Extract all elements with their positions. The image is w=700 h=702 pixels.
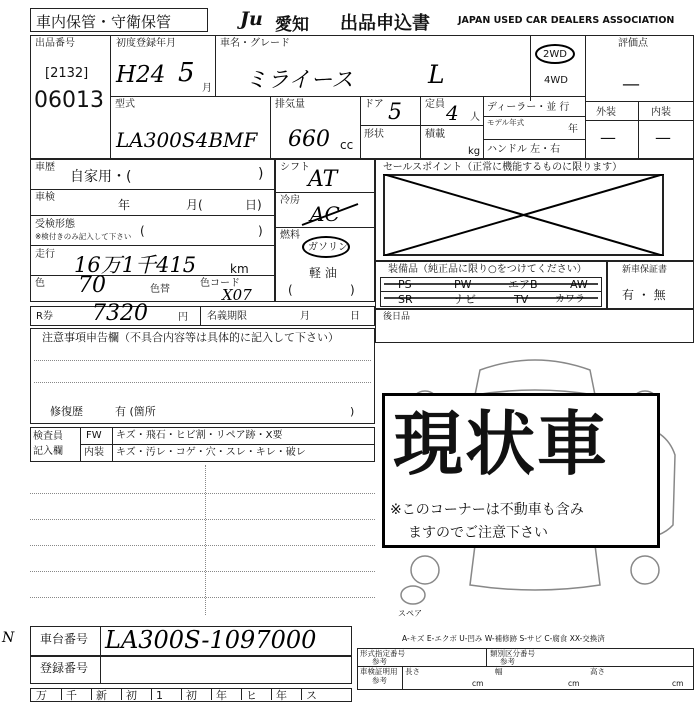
chassis-label: 車台番号 <box>40 632 89 646</box>
cert-class-label: 類別区分番号 <box>490 649 535 658</box>
bottom-row-cell: 新 <box>96 689 107 702</box>
inspection-day: 日) <box>245 198 262 212</box>
stamp-note-2: ますのでご注意下さい <box>408 525 548 541</box>
mileage-label: 走行 <box>35 249 55 260</box>
spare-label: スペア <box>398 609 422 618</box>
shift-label: シフト <box>280 162 310 173</box>
mileage-value: 16万1千415 <box>74 253 197 277</box>
bottom-row-cell: ヒ <box>246 689 257 702</box>
load-label: 積載 <box>425 129 445 140</box>
cert-sub: 車検証明用 <box>360 667 398 676</box>
bottom-row-cell: 1 <box>156 689 163 702</box>
reception-open: ( <box>140 224 145 238</box>
fuel-gasoline: ガソリン <box>308 242 348 253</box>
warranty-label: 新車保証書 <box>622 265 668 275</box>
bottom-row-cell: 初 <box>126 689 137 702</box>
rear-equipment-label: 後日品 <box>383 312 411 322</box>
load-unit: kg <box>468 146 481 157</box>
bottom-row-cell: ス <box>306 689 317 702</box>
interior-inspect-label: 内装 <box>84 447 104 458</box>
color-value: 70 <box>78 273 106 298</box>
cert-length: 長さ <box>405 667 420 676</box>
type-label: 型式 <box>115 99 135 110</box>
damage-legend: A-キズ E-エクボ U-凹み W-補修跡 S-サビ C-腐食 XX-交換済 <box>402 634 605 643</box>
aircon-label: 冷房 <box>280 195 300 206</box>
aircon-strike <box>300 200 370 228</box>
drive-4wd: 4WD <box>544 75 568 86</box>
aircon-value: AC <box>310 202 340 226</box>
first-reg-month-suffix: 月 <box>202 83 212 94</box>
inspection-label: 車検 <box>35 192 55 203</box>
fw-label: FW <box>86 430 102 441</box>
inspector-label-2: 記入欄 <box>33 446 63 457</box>
notes-label: 注意事項申告欄（不具合内容等は具体的に記入して下さい） <box>42 331 339 344</box>
color-code-label: 色コード <box>200 278 240 289</box>
cert-ref: 参考 <box>372 676 387 685</box>
fw-items: キズ・飛石・ヒビ割・リペア跡・X要 <box>116 430 283 441</box>
capacity-label: 定員 <box>425 99 445 110</box>
recycle-label: R券 <box>36 311 53 322</box>
stamp-title: 現状車 <box>393 403 609 485</box>
drive-2wd: 2WD <box>543 49 567 60</box>
spare-tire-icon <box>398 583 428 607</box>
cert-type-sub: 参考 <box>372 657 387 666</box>
cert-width-cm: cm <box>568 679 580 688</box>
displacement-value: 660 <box>288 127 330 152</box>
capacity-value: 4 <box>446 101 459 125</box>
name-change-label: 名義期限 <box>207 311 247 322</box>
reception-close: ) <box>258 224 263 238</box>
equipment-strike <box>380 277 602 307</box>
fuel-diesel: 軽 油 <box>309 266 337 280</box>
history-close: ) <box>258 166 264 182</box>
repair-close: ) <box>350 405 355 418</box>
history-label: 車歴 <box>35 162 55 173</box>
model-name: ミライース <box>245 68 354 93</box>
ju-logo: Ju <box>240 8 263 30</box>
inspection-year: 年 <box>118 198 131 212</box>
cert-width: 幅 <box>495 667 503 676</box>
shift-value: AT <box>308 167 338 192</box>
doors-label: ドア <box>364 99 384 110</box>
selling-points-cross <box>383 174 664 256</box>
inspector-label-1: 検査員 <box>33 431 63 442</box>
type-value: LA300S4BMF <box>116 128 258 152</box>
lot-label: 出品番号 <box>35 38 75 49</box>
org-name: 愛知 <box>275 15 309 35</box>
repair-value: 有 (箇所 <box>115 405 156 418</box>
equipment-pw: PW <box>454 278 472 291</box>
displacement-unit: cc <box>340 138 354 152</box>
exterior-value: — <box>600 128 616 147</box>
recycle-row <box>30 306 375 326</box>
exterior-label: 外装 <box>596 107 616 118</box>
model-year-label: モデル年式 <box>487 118 525 127</box>
cert-type-label: 形式指定番号 <box>360 649 405 658</box>
rating-label: 評価点 <box>618 38 648 49</box>
reception-note: ※検付きのみ記入して下さい <box>35 232 132 241</box>
color-code-value: X07 <box>222 286 252 304</box>
equipment-airbag: エアB <box>508 278 538 291</box>
stamp-note-1: ※このコーナーは不動車も含み <box>390 502 584 518</box>
dealer-parallel-label: ディーラー・並 行 <box>487 102 570 113</box>
cert-height-cm: cm <box>672 679 684 688</box>
mileage-unit: km <box>230 262 249 276</box>
bottom-row-cell: 初 <box>186 689 197 702</box>
steering-label: ハンドル 左・右 <box>487 144 561 155</box>
recycle-value: 7320 <box>92 301 148 326</box>
bottom-row-cell: 万 <box>36 689 47 702</box>
equipment-other: カワラ <box>555 294 585 305</box>
inspection-month: 月( <box>186 198 203 212</box>
cert-height: 高さ <box>590 667 605 676</box>
association-name: JAPAN USED CAR DEALERS ASSOCIATION <box>458 15 675 26</box>
lot-number: 06013 <box>34 88 104 113</box>
chassis-value: LA300S-1097000 <box>105 626 317 654</box>
equipment-label: 装備品（純正品に限り○をつけてください） <box>388 264 587 275</box>
warranty-options: 有 ・ 無 <box>622 288 666 302</box>
history-value: 自家用・( <box>70 169 132 185</box>
first-reg-label: 初度登録年月 <box>116 38 176 49</box>
bottom-row-cell: 千 <box>66 689 77 702</box>
cert-length-cm: cm <box>472 679 484 688</box>
first-reg-era-year: H24 <box>116 62 166 88</box>
fuel-label: 燃料 <box>280 230 300 241</box>
color-label: 色 <box>35 278 45 289</box>
name-change-month: 月 <box>300 311 310 322</box>
equipment-aw: AW <box>570 278 588 291</box>
interior-value: — <box>655 128 671 147</box>
fuel-open: ( <box>288 283 293 297</box>
rating-value: — <box>622 74 640 95</box>
first-reg-month: 5 <box>178 58 195 88</box>
form-title: 出品申込書 <box>340 13 430 34</box>
fuel-close: ) <box>350 283 355 297</box>
reception-label: 受検形態 <box>35 219 75 230</box>
registration-label: 登録番号 <box>40 661 89 675</box>
color-change-label: 色替 <box>150 284 170 295</box>
rear-equipment-box <box>375 309 694 343</box>
equipment-navi: ナビ <box>454 293 476 306</box>
doors-value: 5 <box>388 100 402 125</box>
bottom-row-cell: 年 <box>216 689 227 702</box>
cert-class-sub: 参考 <box>500 657 515 666</box>
name-change-day: 日 <box>350 311 360 322</box>
equipment-sr: SR <box>398 293 413 306</box>
model-label: 車名・グレード <box>220 38 290 49</box>
model-grade: L <box>428 60 445 89</box>
selling-points-label: セールスポイント（正常に機能するものに限ります） <box>383 162 623 173</box>
interior-label: 内装 <box>651 107 671 118</box>
equipment-ps: PS <box>398 278 412 291</box>
storage-label: 車内保管・守衛保管 <box>36 13 172 31</box>
repair-label: 修復歴 <box>50 405 83 418</box>
bottom-row-cell: 年 <box>276 689 287 702</box>
interior-inspect-items: キズ・汚レ・コゲ・穴・スレ・キレ・破レ <box>116 447 306 458</box>
displacement-label: 排気量 <box>275 99 305 110</box>
recycle-unit: 円 <box>178 312 188 323</box>
chassis-side-mark: N <box>2 630 15 646</box>
lot-sub-number: [2132] <box>45 66 89 81</box>
shape-label: 形状 <box>364 129 384 140</box>
capacity-unit: 人 <box>470 112 480 123</box>
equipment-tv: TV <box>514 293 529 306</box>
model-year-suffix: 年 <box>568 124 578 135</box>
